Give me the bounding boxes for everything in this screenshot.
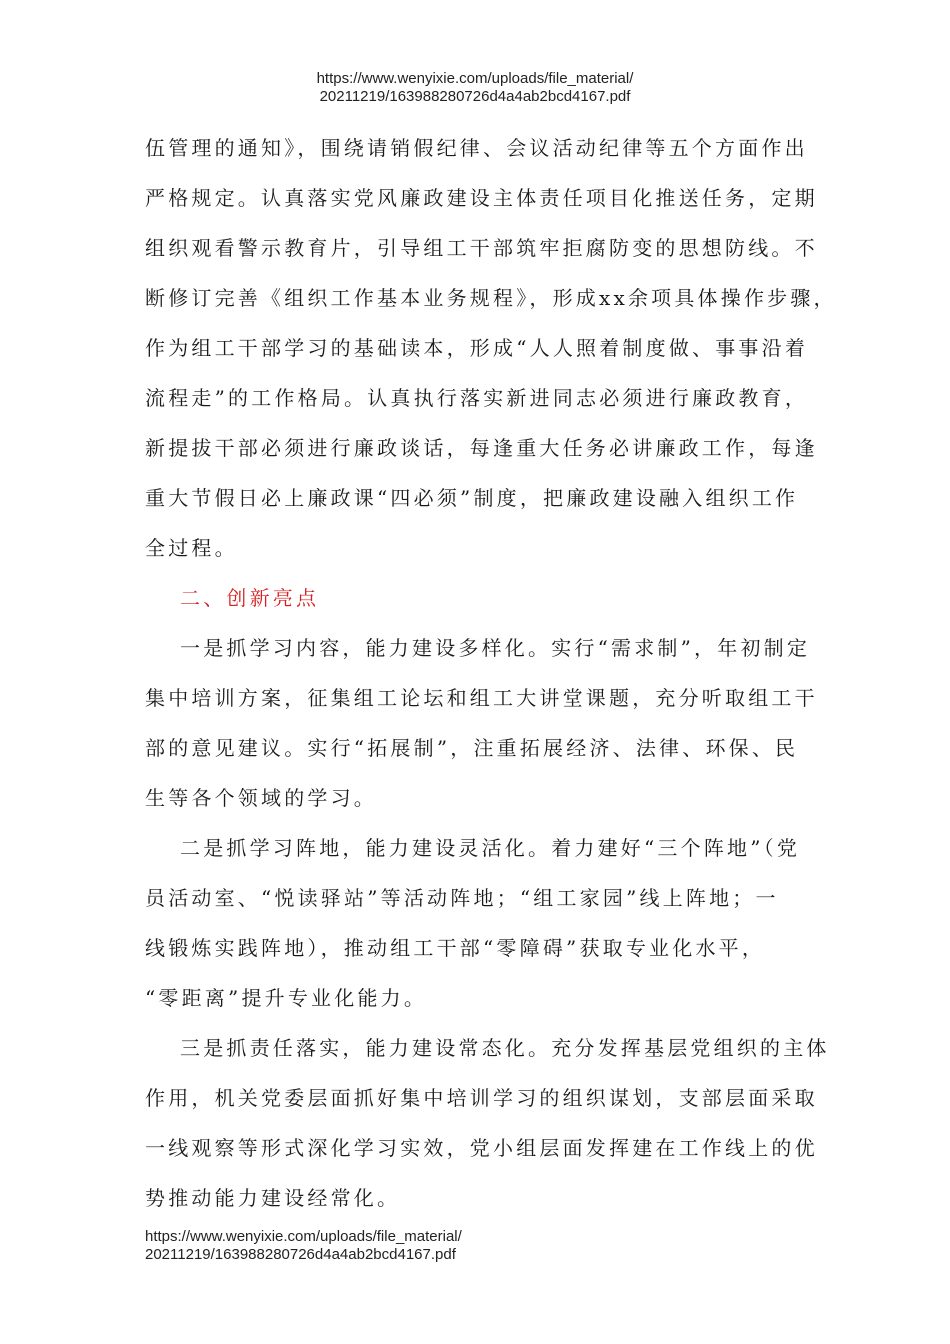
paragraph-start-line: 三是抓责任落实，能力建设常态化。充分发挥基层党组织的主体 bbox=[180, 1036, 830, 1060]
footer-url-line-1: https://www.wenyixie.com/uploads/file_material/ bbox=[145, 1228, 462, 1245]
text-line: 一线观察等形式深化学习实效，党小组层面发挥建在工作线上的优 bbox=[145, 1136, 818, 1160]
footer-url-line-2: 20211219/163988280726d4a4ab2bcd4167.pdf bbox=[145, 1246, 456, 1263]
text-line: 生等各个领域的学习。 bbox=[145, 786, 377, 810]
header-url-line-1: https://www.wenyixie.com/uploads/file_material/ bbox=[316, 70, 634, 87]
text-line: 新提拔干部必须进行廉政谈话，每逢重大任务必讲廉政工作，每逢 bbox=[145, 436, 818, 460]
text-line: 部的意见建议。实行“拓展制”，注重拓展经济、法律、环保、民 bbox=[145, 736, 799, 760]
header-url-line-2: 20211219/163988280726d4a4ab2bcd4167.pdf bbox=[319, 88, 631, 105]
header-url bbox=[0, 70, 950, 106]
paragraph-start-line: 二是抓学习阵地，能力建设灵活化。着力建好“三个阵地”（党 bbox=[180, 836, 801, 860]
text-line: 重大节假日必上廉政课“四必须”制度，把廉政建设融入组织工作 bbox=[145, 486, 799, 510]
section-heading: 二、创新亮点 bbox=[180, 586, 320, 610]
text-line: 作为组工干部学习的基础读本，形成“人人照着制度做、事事沿着 bbox=[145, 336, 809, 360]
text-line: 全过程。 bbox=[145, 536, 238, 560]
text-line: 作用，机关党委层面抓好集中培训学习的组织谋划，支部层面采取 bbox=[145, 1086, 818, 1110]
text-line: 严格规定。认真落实党风廉政建设主体责任项目化推送任务，定期 bbox=[145, 186, 818, 210]
text-line: 势推动能力建设经常化。 bbox=[145, 1186, 401, 1210]
text-line: 伍管理的通知》，围绕请销假纪律、会议活动纪律等五个方面作出 bbox=[145, 136, 808, 160]
text-line: 组织观看警示教育片，引导组工干部筑牢拒腐防变的思想防线。不 bbox=[145, 236, 818, 260]
footer-url bbox=[145, 1228, 462, 1264]
text-line: 线锻炼实践阵地），推动组工干部“零障碍”获取专业化水平， bbox=[145, 936, 766, 960]
text-line: “零距离”提升专业化能力。 bbox=[145, 986, 428, 1010]
text-line: 流程走”的工作格局。认真执行落实新进同志必须进行廉政教育， bbox=[145, 386, 809, 410]
text-line: 员活动室、“悦读驿站”等活动阵地；“组工家园”线上阵地；一 bbox=[145, 886, 779, 910]
paragraph-start-line: 一是抓学习内容，能力建设多样化。实行“需求制”，年初制定 bbox=[180, 636, 811, 660]
text-line: 断修订完善《组织工作基本业务规程》，形成xx余项具体操作步骤， bbox=[145, 286, 837, 310]
text-line: 集中培训方案，征集组工论坛和组工大讲堂课题，充分听取组工干 bbox=[145, 686, 818, 710]
